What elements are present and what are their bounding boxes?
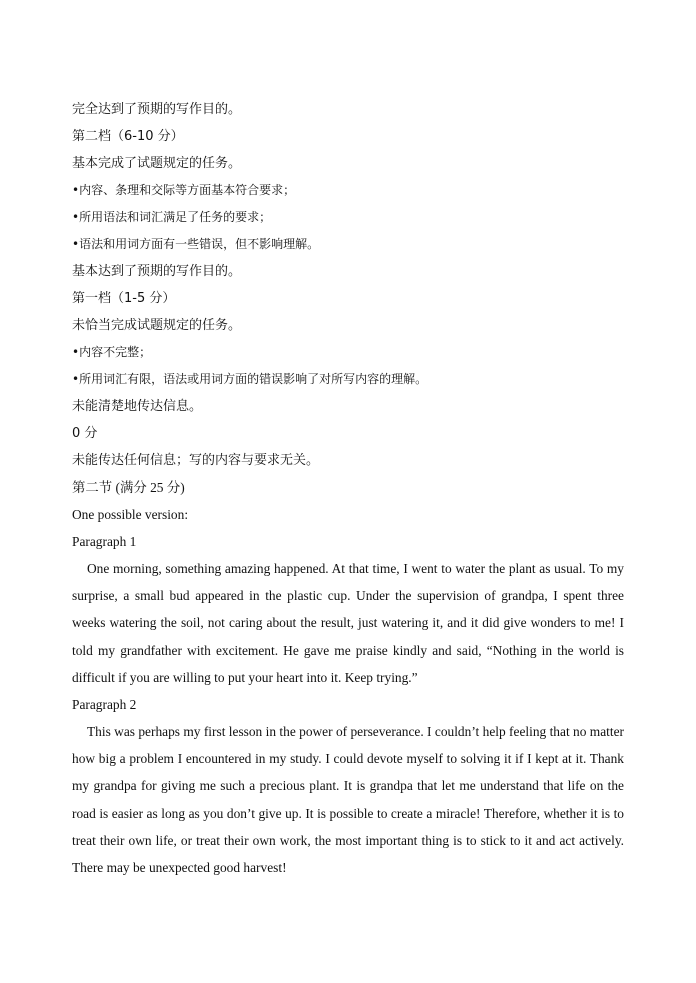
sample-version-label: One possible version: xyxy=(72,507,189,522)
grade-description: 基本达到了预期的写作目的。 xyxy=(72,264,242,279)
criteria-bullet: •内容、条理和交际等方面基本符合要求； xyxy=(72,183,296,197)
document-page xyxy=(72,96,624,881)
grade-level-heading: 0 分 xyxy=(72,426,98,441)
criteria-bullet: •语法和用词方面有一些错误，但不影响理解。 xyxy=(72,237,320,251)
criteria-bullet: •所用词汇有限，语法或用词方面的错误影响了对所写内容的理解。 xyxy=(72,372,428,386)
essay-paragraph-1: One morning, something amazing happened. At that time, I went to water the plant as usual. To my surprise, a small bud appeared in the plastic cup. Under the supervision of grandpa, I spent three weeks watering the soil, not caring about the result, just watering it, and it did give wonders to me! I told my grandfather with excitement. He gave me praise kindly and said, “Nothing in the world is difficult if you are willing to put your heart into it. Keep trying.” xyxy=(72,561,624,685)
criteria-bullet: •内容不完整； xyxy=(72,345,152,359)
grade-description: 基本完成了试题规定的任务。 xyxy=(72,156,242,171)
grade-description: 完全达到了预期的写作目的。 xyxy=(72,102,242,117)
grade-description: 未恰当完成试题规定的任务。 xyxy=(72,318,242,333)
section-heading: 第二节 (满分 25 分) xyxy=(72,480,185,495)
criteria-bullet: •所用语法和词汇满足了任务的要求； xyxy=(72,210,272,224)
essay-paragraph-2: This was perhaps my first lesson in the power of perseverance. I couldn’t help feeling that no matter how big a problem I encountered in my study. I could devote myself to solving it if I kept at it. Thank my grandpa for giving me such a precious plant. It is grandpa that let me understand that life on the road is easier as long as you don’t give up. It is possible to create a miracle! Therefore, whether it is to treat their own life, or treat their own work, the most important thing is to stick to it and act actively. There may be unexpected good harvest! xyxy=(72,724,624,876)
paragraph-label: Paragraph 2 xyxy=(72,697,137,713)
grade-description: 未能清楚地传达信息。 xyxy=(72,399,203,414)
paragraph-label: Paragraph 1 xyxy=(72,534,137,549)
grade-description: 未能传达任何信息；写的内容与要求无关。 xyxy=(72,453,320,468)
grade-level-heading: 第一档（1-5 分） xyxy=(72,291,176,306)
grade-level-heading: 第二档（6-10 分） xyxy=(72,129,184,144)
